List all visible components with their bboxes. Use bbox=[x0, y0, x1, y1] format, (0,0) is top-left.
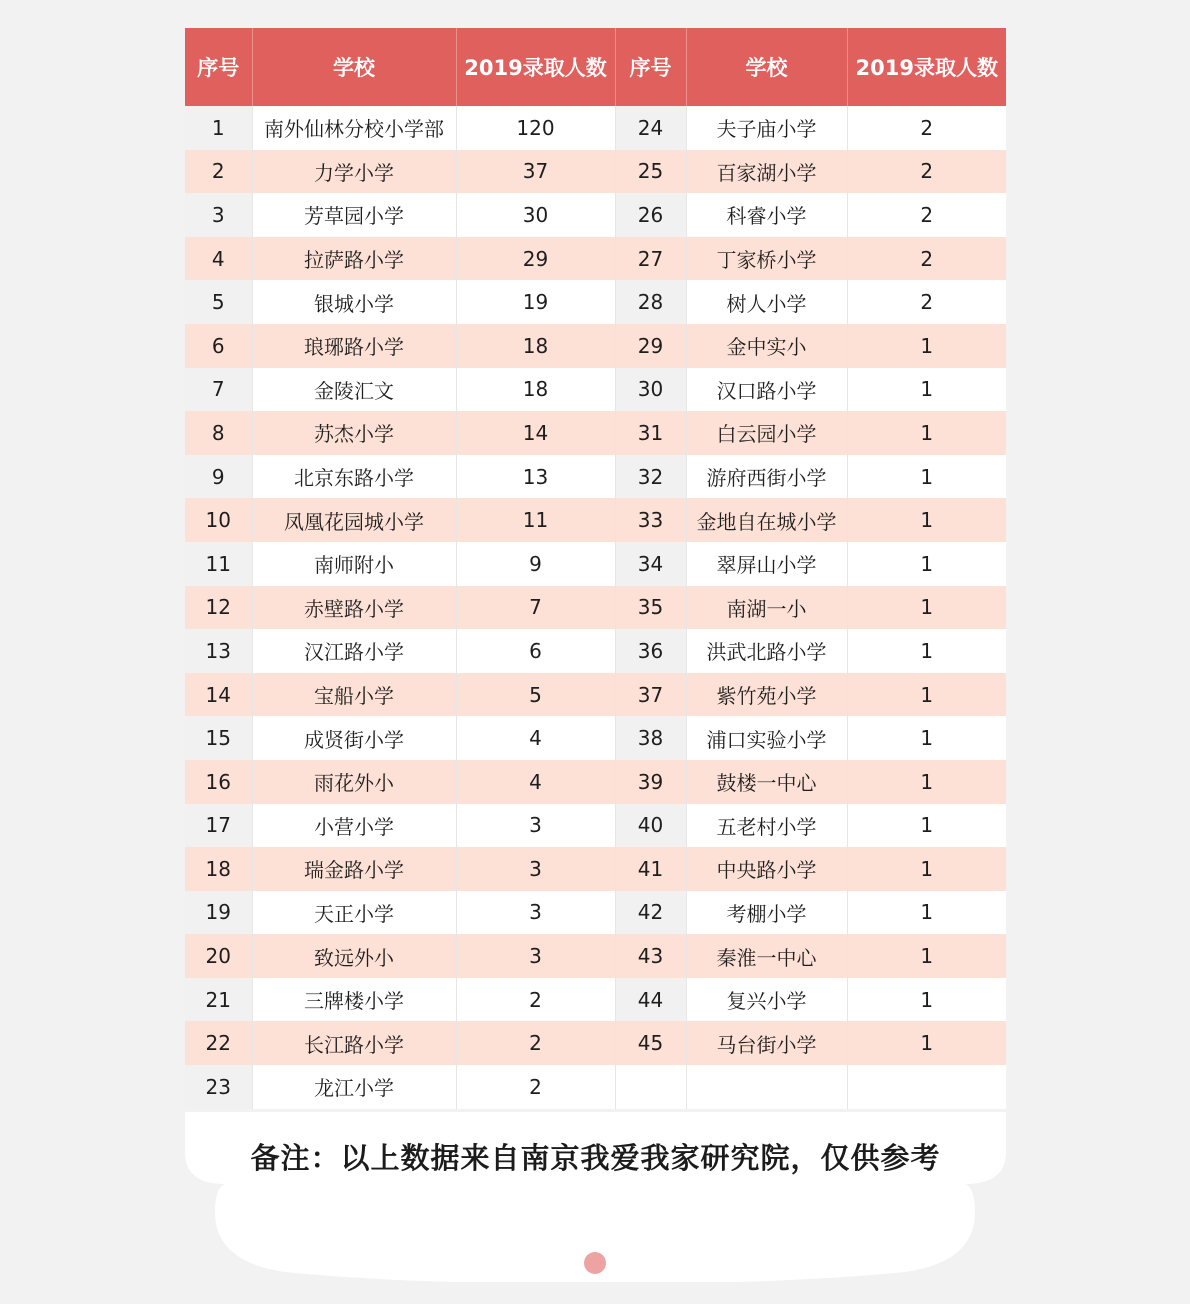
row-index-left: 9 bbox=[185, 455, 252, 499]
row-school-right: 鼓楼一中心 bbox=[686, 760, 847, 804]
table-row bbox=[185, 760, 1006, 804]
row-count-right: 1 bbox=[847, 673, 1006, 717]
table-row bbox=[185, 1065, 1006, 1109]
row-school-left: 长江路小学 bbox=[252, 1021, 456, 1065]
row-index-left: 2 bbox=[185, 150, 252, 194]
footer-note: 备注：以上数据来自南京我爱我家研究院，仅供参考 bbox=[250, 1141, 941, 1175]
row-school-left: 芳草园小学 bbox=[252, 193, 456, 237]
row-count-right: 1 bbox=[847, 760, 1006, 804]
row-count-right: 1 bbox=[847, 804, 1006, 848]
row-school-right: 金中实小 bbox=[686, 324, 847, 368]
row-school-left: 凤凰花园城小学 bbox=[252, 498, 456, 542]
row-index-right: 39 bbox=[615, 760, 686, 804]
row-index-left: 16 bbox=[185, 760, 252, 804]
row-school-left: 苏杰小学 bbox=[252, 411, 456, 455]
table-row bbox=[185, 586, 1006, 630]
row-school-right: 复兴小学 bbox=[686, 978, 847, 1022]
row-count-right: 2 bbox=[847, 193, 1006, 237]
row-count-left: 4 bbox=[456, 716, 615, 760]
row-index-left: 23 bbox=[185, 1065, 252, 1109]
row-count-right: 1 bbox=[847, 368, 1006, 412]
row-school-right: 翠屏山小学 bbox=[686, 542, 847, 586]
row-count-left: 11 bbox=[456, 498, 615, 542]
row-school-right: 南湖一小 bbox=[686, 586, 847, 630]
table-row bbox=[185, 368, 1006, 412]
table-row bbox=[185, 324, 1006, 368]
table-row bbox=[185, 455, 1006, 499]
row-index-right: 24 bbox=[615, 106, 686, 150]
table-row bbox=[185, 978, 1006, 1022]
row-index-right: 42 bbox=[615, 891, 686, 935]
row-count-left: 3 bbox=[456, 934, 615, 978]
row-school-left: 三牌楼小学 bbox=[252, 978, 456, 1022]
table-row bbox=[185, 804, 1006, 848]
table-row bbox=[185, 847, 1006, 891]
row-index-left: 1 bbox=[185, 106, 252, 150]
row-school-left: 龙江小学 bbox=[252, 1065, 456, 1109]
row-school-right: 浦口实验小学 bbox=[686, 716, 847, 760]
row-count-right: 1 bbox=[847, 498, 1006, 542]
row-count-left: 3 bbox=[456, 891, 615, 935]
row-school-left: 力学小学 bbox=[252, 150, 456, 194]
row-count-left: 9 bbox=[456, 542, 615, 586]
row-school-left: 金陵汇文 bbox=[252, 368, 456, 412]
row-count-right: 1 bbox=[847, 411, 1006, 455]
row-count-right: 1 bbox=[847, 891, 1006, 935]
header-count-left: 2019录取人数 bbox=[456, 28, 615, 106]
row-school-right: 金地自在城小学 bbox=[686, 498, 847, 542]
row-count-left: 2 bbox=[456, 978, 615, 1022]
table-header-row bbox=[185, 28, 1006, 106]
row-count-right: 1 bbox=[847, 455, 1006, 499]
row-index-right: 33 bbox=[615, 498, 686, 542]
row-index-right: 38 bbox=[615, 716, 686, 760]
table-row bbox=[185, 891, 1006, 935]
row-school-right: 洪武北路小学 bbox=[686, 629, 847, 673]
row-index-right: 26 bbox=[615, 193, 686, 237]
row-count-right: 2 bbox=[847, 150, 1006, 194]
row-school-right: 白云园小学 bbox=[686, 411, 847, 455]
table-body bbox=[185, 106, 1006, 1109]
row-index-left: 17 bbox=[185, 804, 252, 848]
row-index-right: 29 bbox=[615, 324, 686, 368]
row-count-left: 14 bbox=[456, 411, 615, 455]
row-school-left: 雨花外小 bbox=[252, 760, 456, 804]
row-index-right: 36 bbox=[615, 629, 686, 673]
row-index-right: 45 bbox=[615, 1021, 686, 1065]
row-school-left: 银城小学 bbox=[252, 280, 456, 324]
row-school-left: 瑞金路小学 bbox=[252, 847, 456, 891]
row-school-right: 百家湖小学 bbox=[686, 150, 847, 194]
row-count-left: 19 bbox=[456, 280, 615, 324]
row-index-right: 28 bbox=[615, 280, 686, 324]
row-index-right: 30 bbox=[615, 368, 686, 412]
table-row bbox=[185, 498, 1006, 542]
row-school-right: 紫竹苑小学 bbox=[686, 673, 847, 717]
row-count-right: 1 bbox=[847, 847, 1006, 891]
row-count-right: 2 bbox=[847, 237, 1006, 281]
row-index-left: 22 bbox=[185, 1021, 252, 1065]
row-school-right: 科睿小学 bbox=[686, 193, 847, 237]
row-count-left: 4 bbox=[456, 760, 615, 804]
row-index-left: 20 bbox=[185, 934, 252, 978]
row-index-right: 44 bbox=[615, 978, 686, 1022]
row-index-left: 3 bbox=[185, 193, 252, 237]
row-school-left: 南外仙林分校小学部 bbox=[252, 106, 456, 150]
row-school-left: 琅琊路小学 bbox=[252, 324, 456, 368]
header-index-left: 序号 bbox=[185, 28, 252, 106]
admissions-table bbox=[185, 28, 1006, 1109]
row-count-right: 2 bbox=[847, 280, 1006, 324]
row-index-left: 4 bbox=[185, 237, 252, 281]
row-school-right: 秦淮一中心 bbox=[686, 934, 847, 978]
row-count-left: 13 bbox=[456, 455, 615, 499]
row-school-right: 考棚小学 bbox=[686, 891, 847, 935]
row-index-left: 21 bbox=[185, 978, 252, 1022]
row-count-left: 3 bbox=[456, 804, 615, 848]
row-school-left: 汉江路小学 bbox=[252, 629, 456, 673]
row-index-left: 7 bbox=[185, 368, 252, 412]
table-row bbox=[185, 193, 1006, 237]
table-row bbox=[185, 106, 1006, 150]
row-index-left: 14 bbox=[185, 673, 252, 717]
row-school-right: 游府西街小学 bbox=[686, 455, 847, 499]
row-school-left: 赤壁路小学 bbox=[252, 586, 456, 630]
row-count-left: 18 bbox=[456, 368, 615, 412]
row-index-right: 32 bbox=[615, 455, 686, 499]
table-row bbox=[185, 411, 1006, 455]
header-count-right: 2019录取人数 bbox=[847, 28, 1006, 106]
row-school-left: 致远外小 bbox=[252, 934, 456, 978]
row-count-left: 6 bbox=[456, 629, 615, 673]
row-index-right: 34 bbox=[615, 542, 686, 586]
row-index-left: 15 bbox=[185, 716, 252, 760]
row-school-right: 五老村小学 bbox=[686, 804, 847, 848]
row-index-right: 37 bbox=[615, 673, 686, 717]
row-index-left: 13 bbox=[185, 629, 252, 673]
row-count-left: 5 bbox=[456, 673, 615, 717]
row-count-right: 1 bbox=[847, 324, 1006, 368]
row-count-left: 29 bbox=[456, 237, 615, 281]
row-school-left: 小营小学 bbox=[252, 804, 456, 848]
row-school-left: 宝船小学 bbox=[252, 673, 456, 717]
row-school-right bbox=[686, 1065, 847, 1109]
row-school-left: 南师附小 bbox=[252, 542, 456, 586]
row-count-right: 1 bbox=[847, 716, 1006, 760]
table-row bbox=[185, 237, 1006, 281]
table-row bbox=[185, 1021, 1006, 1065]
row-index-left: 18 bbox=[185, 847, 252, 891]
row-count-left: 37 bbox=[456, 150, 615, 194]
table-row bbox=[185, 150, 1006, 194]
row-index-left: 5 bbox=[185, 280, 252, 324]
table-row bbox=[185, 542, 1006, 586]
row-count-right: 1 bbox=[847, 629, 1006, 673]
row-count-right: 1 bbox=[847, 934, 1006, 978]
row-index-right: 43 bbox=[615, 934, 686, 978]
row-school-left: 拉萨路小学 bbox=[252, 237, 456, 281]
row-school-right: 汉口路小学 bbox=[686, 368, 847, 412]
page-indicator-dot bbox=[584, 1252, 606, 1274]
row-count-right: 1 bbox=[847, 542, 1006, 586]
row-index-left: 8 bbox=[185, 411, 252, 455]
row-count-left: 30 bbox=[456, 193, 615, 237]
row-count-right: 1 bbox=[847, 1021, 1006, 1065]
row-count-left: 7 bbox=[456, 586, 615, 630]
row-index-left: 12 bbox=[185, 586, 252, 630]
table-row bbox=[185, 673, 1006, 717]
table-row bbox=[185, 629, 1006, 673]
row-school-right: 夫子庙小学 bbox=[686, 106, 847, 150]
row-school-left: 天正小学 bbox=[252, 891, 456, 935]
row-school-right: 丁家桥小学 bbox=[686, 237, 847, 281]
row-index-right: 40 bbox=[615, 804, 686, 848]
row-index-right: 27 bbox=[615, 237, 686, 281]
row-count-right: 1 bbox=[847, 586, 1006, 630]
admissions-card bbox=[185, 28, 1006, 1109]
row-index-left: 6 bbox=[185, 324, 252, 368]
row-count-right: 2 bbox=[847, 106, 1006, 150]
row-count-left: 120 bbox=[456, 106, 615, 150]
row-index-left: 19 bbox=[185, 891, 252, 935]
row-count-right bbox=[847, 1065, 1006, 1109]
row-school-right: 树人小学 bbox=[686, 280, 847, 324]
row-index-left: 10 bbox=[185, 498, 252, 542]
table-row bbox=[185, 934, 1006, 978]
row-index-right: 31 bbox=[615, 411, 686, 455]
row-index-left: 11 bbox=[185, 542, 252, 586]
header-school-left: 学校 bbox=[252, 28, 456, 106]
table-row bbox=[185, 280, 1006, 324]
row-count-right: 1 bbox=[847, 978, 1006, 1022]
row-count-left: 3 bbox=[456, 847, 615, 891]
row-count-left: 2 bbox=[456, 1065, 615, 1109]
row-count-left: 18 bbox=[456, 324, 615, 368]
row-school-right: 马台街小学 bbox=[686, 1021, 847, 1065]
row-index-right: 41 bbox=[615, 847, 686, 891]
row-index-right: 25 bbox=[615, 150, 686, 194]
row-index-right bbox=[615, 1065, 686, 1109]
header-index-right: 序号 bbox=[615, 28, 686, 106]
table-row bbox=[185, 716, 1006, 760]
row-school-left: 北京东路小学 bbox=[252, 455, 456, 499]
row-school-right: 中央路小学 bbox=[686, 847, 847, 891]
header-school-right: 学校 bbox=[686, 28, 847, 106]
row-count-left: 2 bbox=[456, 1021, 615, 1065]
row-index-right: 35 bbox=[615, 586, 686, 630]
row-school-left: 成贤街小学 bbox=[252, 716, 456, 760]
